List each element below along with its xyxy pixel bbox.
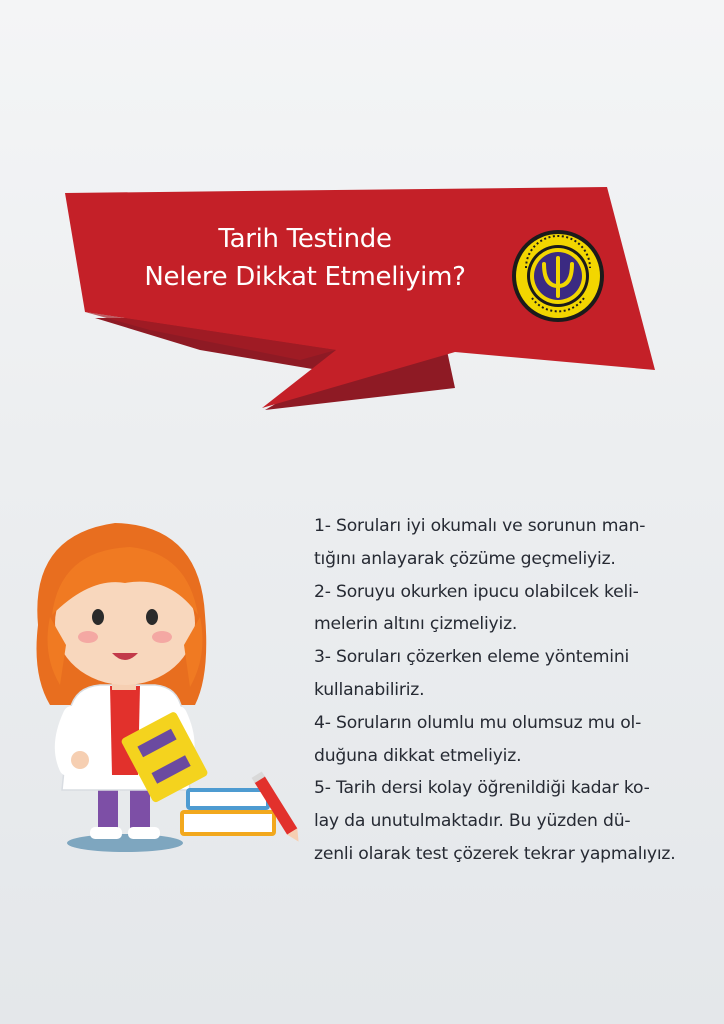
tip-line: zenli olarak test çözerek tekrar yapmalıyız.: [314, 843, 676, 864]
girl-with-books-illustration: [20, 505, 310, 865]
page-title: [95, 220, 515, 296]
logo-text: [510, 228, 606, 324]
tip-line: 2- Soruyu okurken ipucu olabilcek keli-: [314, 581, 639, 602]
page-title-line-1: Tarih Testinde: [218, 224, 392, 254]
tip-line: 4- Soruların olumlu mu olumsuz mu ol-: [314, 712, 642, 733]
title-banner: [0, 0, 724, 430]
page-title-line-2: Nelere Dikkat Etmeliyim?: [144, 262, 466, 292]
tip-line: duğuna dikkat etmeliyiz.: [314, 745, 522, 766]
guidance-service-logo: [510, 228, 606, 324]
tip-line: lay da unutulmaktadır. Bu yüzden dü-: [314, 811, 631, 832]
tip-line: kullanabiliriz.: [314, 679, 425, 700]
tip-line: 1- Soruları iyi okumalı ve sorunun man-: [314, 516, 646, 536]
tips-list: [314, 510, 710, 871]
tip-line: 5- Tarih dersi kolay öğrenildiği kadar ko-: [314, 778, 650, 799]
tip-line: 3- Soruları çözerken eleme yöntemini: [314, 647, 630, 668]
tip-line: melerin altını çizmeliyiz.: [314, 614, 518, 635]
tip-line: tığını anlayarak çözüme geçmeliyiz.: [314, 548, 616, 569]
